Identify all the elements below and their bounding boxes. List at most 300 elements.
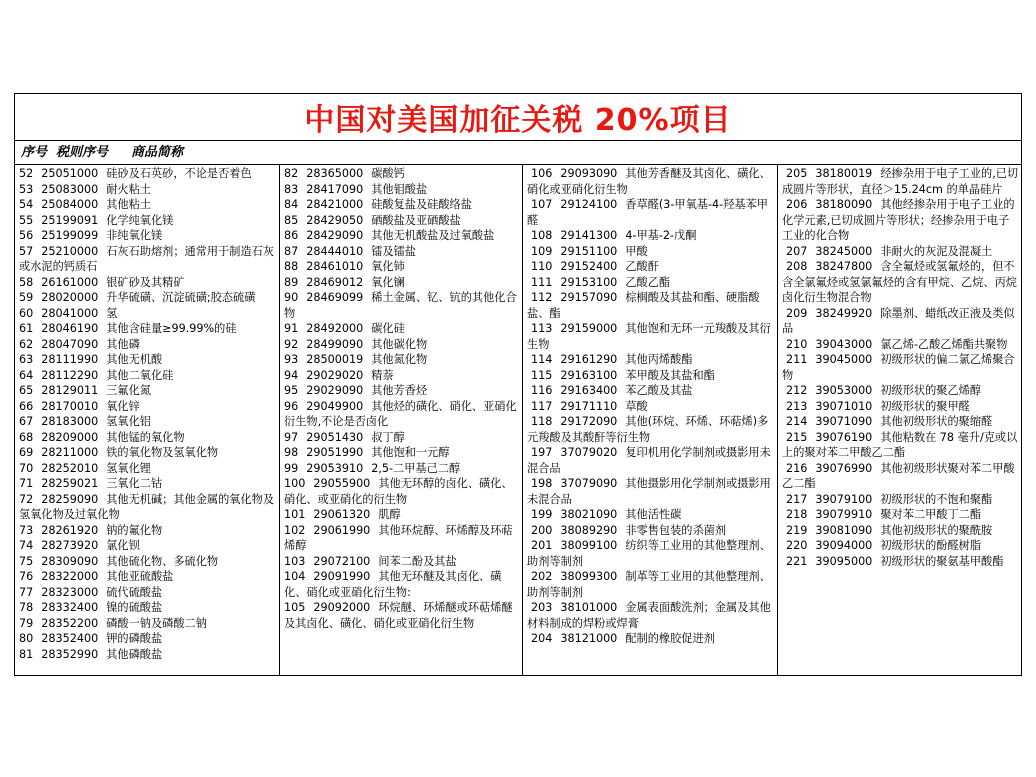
- row-serial: 109: [531, 244, 553, 258]
- row-product-name: 精萘: [371, 368, 394, 382]
- row-serial: 215: [786, 430, 808, 444]
- row-product-name: 三氟化氮: [106, 384, 151, 397]
- row-tariff-code: 39045000: [815, 353, 873, 366]
- row-product-name: 非零售包装的杀菌剂: [625, 523, 727, 537]
- row-tariff-code: 39076190: [815, 430, 873, 444]
- row-product-name: 棕榈酸及其盐和酯、硬脂酸盐、酯: [527, 291, 760, 320]
- table-row: [527, 476, 774, 507]
- row-product-name: 铁的氧化物及氢氧化物: [106, 446, 219, 459]
- row-serial: 64: [19, 368, 34, 382]
- row-serial: 219: [786, 523, 808, 537]
- table-row: [284, 182, 519, 198]
- row-serial: 90: [284, 291, 299, 304]
- table-row: [19, 228, 276, 244]
- table-row: [527, 445, 774, 476]
- row-product-name: 非耐火的灰泥及混凝土: [880, 244, 993, 258]
- row-product-name: 其他二氧化硅: [106, 368, 174, 382]
- row-product-name: 复印机用化学制剂或摄影用未混合品: [527, 446, 771, 475]
- row-product-name: 三氧化二钴: [106, 477, 163, 490]
- row-product-name: 肌醇: [378, 508, 401, 521]
- row-product-name: 磷酸一钠及磷酸二钠: [106, 616, 207, 630]
- row-tariff-code: 28041000: [41, 306, 99, 320]
- row-product-name: 其他锰的氧化物: [106, 430, 185, 444]
- table-row: [284, 166, 519, 182]
- row-serial: 82: [284, 167, 299, 180]
- row-product-name: 升华硫磺、沉淀硫磺;胶态硫磺: [106, 291, 256, 304]
- row-product-name: 镍的硫酸盐: [106, 601, 163, 614]
- table-row: [284, 569, 519, 600]
- row-product-name: 环烷醚、环烯醚或环萜烯醚及其卤化、磺化、硝化或亚硝化衍生物: [284, 601, 513, 630]
- row-tariff-code: 38089290: [560, 523, 618, 537]
- table-row: [782, 383, 1020, 399]
- row-serial: 100: [284, 477, 306, 490]
- row-serial: 116: [531, 384, 553, 397]
- table-row: [284, 352, 519, 368]
- row-serial: 86: [284, 229, 299, 242]
- table-row: [527, 383, 774, 399]
- row-serial: 106: [531, 167, 553, 180]
- row-tariff-code: 29124100: [560, 198, 618, 211]
- row-tariff-code: 28444010: [306, 244, 364, 258]
- table-row: [284, 461, 519, 477]
- row-tariff-code: 28352200: [41, 616, 99, 630]
- row-tariff-code: 28046190: [41, 322, 99, 335]
- row-serial: 218: [786, 508, 808, 521]
- row-tariff-code: 39071090: [815, 415, 873, 428]
- row-product-name: 其他芳香醚及其卤化、磺化、硝化或亚硝化衍生物: [527, 167, 771, 196]
- row-product-name: 氢氧化铝: [106, 415, 151, 428]
- table-row: [19, 476, 276, 492]
- row-product-name: 初级形状的不饱和聚酯: [880, 492, 993, 506]
- row-tariff-code: 28170010: [41, 399, 99, 413]
- row-product-name: 含全氟烃或氢氟烃的，但不含全氯氟烃或氢氯氟烃的含有甲烷、乙烷、丙烷卤化衍生物混合物: [782, 260, 1017, 304]
- row-product-name: 其他无机碱；其他金属的氧化物及氢氧化物及过氧化物: [19, 492, 275, 521]
- row-tariff-code: 28499090: [306, 337, 364, 351]
- header-serial: 序号: [21, 145, 48, 160]
- row-serial: 72: [19, 492, 34, 506]
- row-tariff-code: 38245000: [815, 244, 873, 258]
- table-row: [527, 538, 774, 569]
- row-serial: 56: [19, 229, 34, 242]
- row-tariff-code: 28352400: [41, 632, 99, 645]
- table-row: [19, 197, 276, 213]
- row-serial: 118: [531, 415, 553, 428]
- row-serial: 99: [284, 461, 299, 475]
- table-row: [19, 399, 276, 415]
- row-tariff-code: 28429090: [306, 229, 364, 242]
- row-tariff-code: 28417090: [306, 182, 364, 196]
- table-column-4: [777, 165, 1023, 675]
- row-tariff-code: 25083000: [41, 182, 99, 196]
- row-product-name: 石灰石助熔剂；通常用于制造石灰或水泥的钙质石: [19, 244, 275, 273]
- row-tariff-code: 29163400: [560, 384, 618, 397]
- table-header: [15, 141, 1021, 165]
- row-serial: 209: [786, 306, 808, 320]
- row-tariff-code: 29163100: [560, 368, 618, 382]
- tariff-table: [14, 93, 1022, 676]
- row-tariff-code: 39079910: [815, 508, 873, 521]
- table-row: [527, 197, 774, 228]
- table-row: [284, 368, 519, 384]
- row-serial: 71: [19, 477, 34, 490]
- row-serial: 95: [284, 384, 299, 397]
- table-row: [19, 631, 276, 647]
- row-serial: 81: [19, 647, 34, 661]
- row-product-name: 其他初级形状聚对苯二甲酸乙二酯: [782, 461, 1015, 490]
- row-serial: 104: [284, 570, 306, 583]
- table-row: [527, 228, 774, 244]
- row-serial: 198: [531, 477, 553, 490]
- row-serial: 108: [531, 229, 553, 242]
- row-serial: 217: [786, 492, 808, 506]
- row-product-name: 其他无机酸: [106, 353, 163, 366]
- row-product-name: 其他亚硫酸盐: [106, 570, 174, 583]
- row-serial: 93: [284, 353, 299, 366]
- row-serial: 57: [19, 244, 34, 258]
- row-product-name: 苯乙酸及其盐: [625, 384, 693, 397]
- row-tariff-code: 28211000: [41, 446, 99, 459]
- row-product-name: 初级形状的偏二氯乙烯聚合物: [782, 353, 1015, 382]
- row-serial: 111: [531, 275, 553, 289]
- row-tariff-code: 28469099: [306, 291, 364, 304]
- row-tariff-code: 28322000: [41, 570, 99, 583]
- row-serial: 62: [19, 337, 34, 351]
- table-row: [284, 399, 519, 430]
- table-row: [527, 290, 774, 321]
- row-tariff-code: 39053000: [815, 384, 873, 397]
- row-serial: 110: [531, 260, 553, 273]
- table-row: [19, 414, 276, 430]
- row-product-name: 制革等工业用的其他整理剂、助剂等制剂: [527, 570, 771, 599]
- table-row: [284, 430, 519, 446]
- row-product-name: 硒酸盐及亚硒酸盐: [371, 213, 461, 227]
- row-tariff-code: 28261920: [41, 523, 99, 537]
- row-product-name: 硫代硫酸盐: [106, 585, 163, 599]
- row-product-name: 配制的橡胶促进剂: [625, 632, 715, 645]
- row-serial: 75: [19, 554, 34, 568]
- table-row: [284, 244, 519, 260]
- table-row: [782, 244, 1020, 260]
- row-tariff-code: 29172090: [560, 415, 618, 428]
- row-tariff-code: 25199091: [41, 213, 99, 227]
- row-tariff-code: 28129011: [41, 384, 99, 397]
- row-tariff-code: 29092000: [313, 601, 371, 614]
- row-tariff-code: 37079090: [560, 477, 618, 490]
- table-row: [782, 259, 1020, 306]
- row-product-name: 氯乙烯-乙酸乙烯酯共聚物: [880, 337, 1008, 351]
- row-serial: 202: [531, 570, 553, 583]
- row-serial: 102: [284, 523, 306, 537]
- row-tariff-code: 29093090: [560, 167, 618, 180]
- table-column-1: [15, 165, 279, 675]
- table-row: [19, 523, 276, 539]
- row-serial: 221: [786, 554, 808, 568]
- row-product-name: 间苯二酚及其盐: [378, 554, 457, 568]
- row-tariff-code: 29159000: [560, 322, 618, 335]
- table-row: [19, 244, 276, 275]
- table-row: [284, 383, 519, 399]
- row-product-name: 4-甲基-2-戊酮: [625, 229, 697, 242]
- table-row: [284, 445, 519, 461]
- table-row: [782, 399, 1020, 415]
- row-tariff-code: 28252010: [41, 461, 99, 475]
- row-serial: 115: [531, 368, 553, 382]
- row-tariff-code: 39095000: [815, 554, 873, 568]
- row-tariff-code: 28259090: [41, 492, 99, 506]
- table-row: [527, 166, 774, 197]
- row-product-name: 其他磷: [106, 337, 140, 351]
- row-serial: 103: [284, 554, 306, 568]
- table-row: [19, 368, 276, 384]
- table-row: [782, 430, 1020, 461]
- row-tariff-code: 38180090: [815, 198, 873, 211]
- table-row: [284, 321, 519, 337]
- row-serial: 76: [19, 570, 34, 583]
- row-tariff-code: 38121000: [560, 632, 618, 645]
- row-product-name: 叔丁醇: [371, 430, 405, 444]
- table-row: [527, 507, 774, 523]
- row-product-name: 其他烃的磺化、硝化、亚硝化衍生物,不论是否卤化: [284, 399, 517, 428]
- row-serial: 63: [19, 353, 34, 366]
- row-product-name: 其他无环醇的卤化、磺化、硝化、或亚硝化的衍生物: [284, 477, 513, 506]
- row-serial: 113: [531, 322, 553, 335]
- row-tariff-code: 29152400: [560, 260, 618, 273]
- row-serial: 55: [19, 213, 34, 227]
- row-product-name: 香草醛(3-甲氧基-4-羟基苯甲醛: [527, 198, 768, 227]
- table-row: [19, 337, 276, 353]
- row-serial: 204: [531, 632, 553, 645]
- row-serial: 200: [531, 523, 553, 537]
- row-product-name: 其他粘土: [106, 198, 151, 211]
- row-tariff-code: 38247800: [815, 260, 873, 273]
- table-row: [19, 492, 276, 523]
- row-product-name: 其他粘数在 78 毫升/克或以上的聚对苯二甲酸乙二酯: [782, 430, 1018, 459]
- header-tariff-code: 税则序号: [56, 145, 109, 160]
- row-tariff-code: 39076990: [815, 461, 873, 475]
- row-serial: 52: [19, 167, 34, 180]
- row-tariff-code: 28047090: [41, 337, 99, 351]
- row-serial: 69: [19, 446, 34, 459]
- table-row: [284, 554, 519, 570]
- row-product-name: 经掺杂用于电子工业的,已切成圆片等形状，直径＞15.24cm 的单晶硅片: [782, 167, 1019, 196]
- table-row: [19, 585, 276, 601]
- table-row: [19, 461, 276, 477]
- table-row: [782, 461, 1020, 492]
- table-row: [782, 523, 1020, 539]
- row-serial: 94: [284, 368, 299, 382]
- table-row: [782, 166, 1020, 197]
- row-product-name: 耐火粘土: [106, 182, 151, 196]
- table-row: [19, 275, 276, 291]
- row-tariff-code: 38099100: [560, 539, 618, 552]
- table-row: [527, 600, 774, 631]
- row-product-name: 金属表面酸洗剂；金属及其他材料制成的焊粉或焊膏: [527, 601, 771, 630]
- row-serial: 213: [786, 399, 808, 413]
- row-product-name: 其他初级形状的聚缩醛: [880, 415, 993, 428]
- row-tariff-code: 28112290: [41, 368, 99, 382]
- row-tariff-code: 28309090: [41, 554, 99, 568]
- row-serial: 212: [786, 384, 808, 397]
- row-serial: 65: [19, 384, 34, 397]
- row-serial: 85: [284, 213, 299, 227]
- row-product-name: 初级形状的聚甲醛: [880, 399, 970, 413]
- row-serial: 117: [531, 399, 553, 413]
- table-row: [782, 492, 1020, 508]
- row-tariff-code: 28461010: [306, 260, 364, 273]
- row-tariff-code: 28332400: [41, 601, 99, 614]
- row-serial: 210: [786, 337, 808, 351]
- table-column-3: [522, 165, 777, 675]
- row-product-name: 其他含硅量≥99.99%的硅: [106, 322, 237, 335]
- row-product-name: 其他硫化物、多硫化物: [106, 554, 219, 568]
- row-product-name: 初级形状的聚乙烯醇: [880, 384, 982, 397]
- table-row: [19, 213, 276, 229]
- row-tariff-code: 29091990: [313, 570, 371, 583]
- row-tariff-code: 29029020: [306, 368, 364, 382]
- row-serial: 83: [284, 182, 299, 196]
- row-product-name: 硅砂及石英砂，不论是否着色: [106, 167, 252, 180]
- row-product-name: 乙酸乙酯: [625, 275, 671, 289]
- row-serial: 54: [19, 198, 34, 211]
- row-tariff-code: 28020000: [41, 291, 99, 304]
- table-row: [19, 430, 276, 446]
- row-serial: 88: [284, 260, 299, 273]
- table-row: [782, 352, 1020, 383]
- row-serial: 59: [19, 291, 34, 304]
- row-tariff-code: 28183000: [41, 415, 99, 428]
- row-product-name: 苯甲酸及其盐和酯: [625, 368, 715, 382]
- row-product-name: 初级形状的聚氨基甲酸酯: [880, 554, 1004, 568]
- table-row: [19, 306, 276, 322]
- row-serial: 206: [786, 198, 808, 211]
- row-product-name: 化学纯氧化镁: [106, 213, 174, 227]
- row-product-name: 其他初级形状的聚酰胺: [880, 523, 993, 537]
- table-row: [527, 631, 774, 647]
- table-row: [284, 337, 519, 353]
- row-product-name: 其他无机酸盐及过氧酸盐: [371, 229, 495, 242]
- row-serial: 77: [19, 585, 34, 599]
- row-tariff-code: 29049900: [306, 399, 364, 413]
- table-row: [782, 538, 1020, 554]
- table-row: [284, 507, 519, 523]
- table-row: [19, 166, 276, 182]
- row-product-name: 聚对苯二甲酸丁二酯: [880, 508, 982, 521]
- row-serial: 92: [284, 337, 299, 351]
- row-tariff-code: 25210000: [41, 244, 99, 258]
- row-product-name: 除墨剂、蜡纸改正液及类似品: [782, 306, 1015, 335]
- row-serial: 80: [19, 632, 34, 645]
- table-row: [19, 600, 276, 616]
- row-product-name: 氧化镧: [371, 275, 405, 289]
- table-row: [19, 616, 276, 632]
- table-row: [284, 228, 519, 244]
- table-row: [284, 523, 519, 554]
- row-tariff-code: 38021090: [560, 508, 618, 521]
- table-row: [527, 244, 774, 260]
- row-serial: 201: [531, 539, 553, 552]
- row-product-name: 氧化锌: [106, 399, 140, 413]
- table-row: [782, 507, 1020, 523]
- table-row: [19, 538, 276, 554]
- row-product-name: 其他经掺杂用于电子工业的化学元素,已切成圆片等形状；经掺杂用于电子工业的化合物: [782, 198, 1015, 242]
- table-row: [782, 197, 1020, 244]
- row-serial: 60: [19, 306, 34, 320]
- row-serial: 84: [284, 198, 299, 211]
- row-serial: 79: [19, 616, 34, 630]
- row-tariff-code: 38101000: [560, 601, 618, 614]
- row-product-name: 其他碳化物: [371, 337, 428, 351]
- table-row: [19, 182, 276, 198]
- table-row: [284, 476, 519, 507]
- row-serial: 216: [786, 461, 808, 475]
- row-tariff-code: 37079020: [560, 446, 618, 459]
- table-row: [527, 352, 774, 368]
- row-tariff-code: 29061990: [313, 523, 371, 537]
- row-tariff-code: 28273920: [41, 539, 99, 552]
- row-serial: 78: [19, 601, 34, 614]
- row-serial: 208: [786, 260, 808, 273]
- row-tariff-code: 29151100: [560, 244, 618, 258]
- table-row: [284, 259, 519, 275]
- row-tariff-code: 28352990: [41, 647, 99, 661]
- row-tariff-code: 28492000: [306, 322, 364, 335]
- row-tariff-code: 39071010: [815, 399, 873, 413]
- row-tariff-code: 29153100: [560, 275, 618, 289]
- table-row: [19, 647, 276, 663]
- row-product-name: 其他无环醚及其卤化、磺化、硝化或亚硝化衍生物:: [284, 570, 502, 599]
- row-serial: 96: [284, 399, 299, 413]
- table-row: [284, 600, 519, 631]
- row-product-name: 氢氧化锂: [106, 461, 151, 475]
- table-row: [782, 306, 1020, 337]
- table-row: [782, 554, 1020, 570]
- row-tariff-code: 29051430: [306, 430, 364, 444]
- row-product-name: 稀土金属、钇、钪的其他化合物: [284, 291, 517, 320]
- row-tariff-code: 29061320: [313, 508, 371, 521]
- row-product-name: 钾的磷酸盐: [106, 632, 163, 645]
- row-tariff-code: 28365000: [306, 167, 364, 180]
- row-serial: 107: [531, 198, 553, 211]
- row-tariff-code: 38249920: [815, 306, 873, 320]
- row-tariff-code: 28111990: [41, 353, 99, 366]
- row-serial: 70: [19, 461, 34, 475]
- row-product-name: 初级形状的酚醛树脂: [880, 539, 982, 552]
- row-product-name: 其他饱和一元醇: [371, 446, 450, 459]
- row-product-name: 氯化钡: [106, 539, 140, 552]
- row-product-name: 钠的氟化物: [106, 523, 163, 537]
- row-serial: 97: [284, 430, 299, 444]
- row-product-name: 硅酸复盐及硅酸络盐: [371, 198, 472, 211]
- row-serial: 73: [19, 523, 34, 537]
- row-tariff-code: 28323000: [41, 585, 99, 599]
- row-product-name: 其他钼酸盐: [371, 182, 428, 196]
- row-serial: 199: [531, 508, 553, 521]
- row-tariff-code: 28259021: [41, 477, 99, 490]
- table-row: [782, 337, 1020, 353]
- row-product-name: 非纯氧化镁: [106, 229, 163, 242]
- row-product-name: 其他(环烷、环烯、环萜烯)多元羧酸及其酸酐等衍生物: [527, 415, 769, 444]
- table-row: [19, 352, 276, 368]
- row-tariff-code: 38099300: [560, 570, 618, 583]
- row-tariff-code: 39043000: [815, 337, 873, 351]
- table-row: [19, 383, 276, 399]
- row-serial: 67: [19, 415, 34, 428]
- row-product-name: 氧化铈: [371, 260, 405, 273]
- table-row: [284, 197, 519, 213]
- row-serial: 112: [531, 291, 553, 304]
- row-tariff-code: 28421000: [306, 198, 364, 211]
- table-row: [19, 554, 276, 570]
